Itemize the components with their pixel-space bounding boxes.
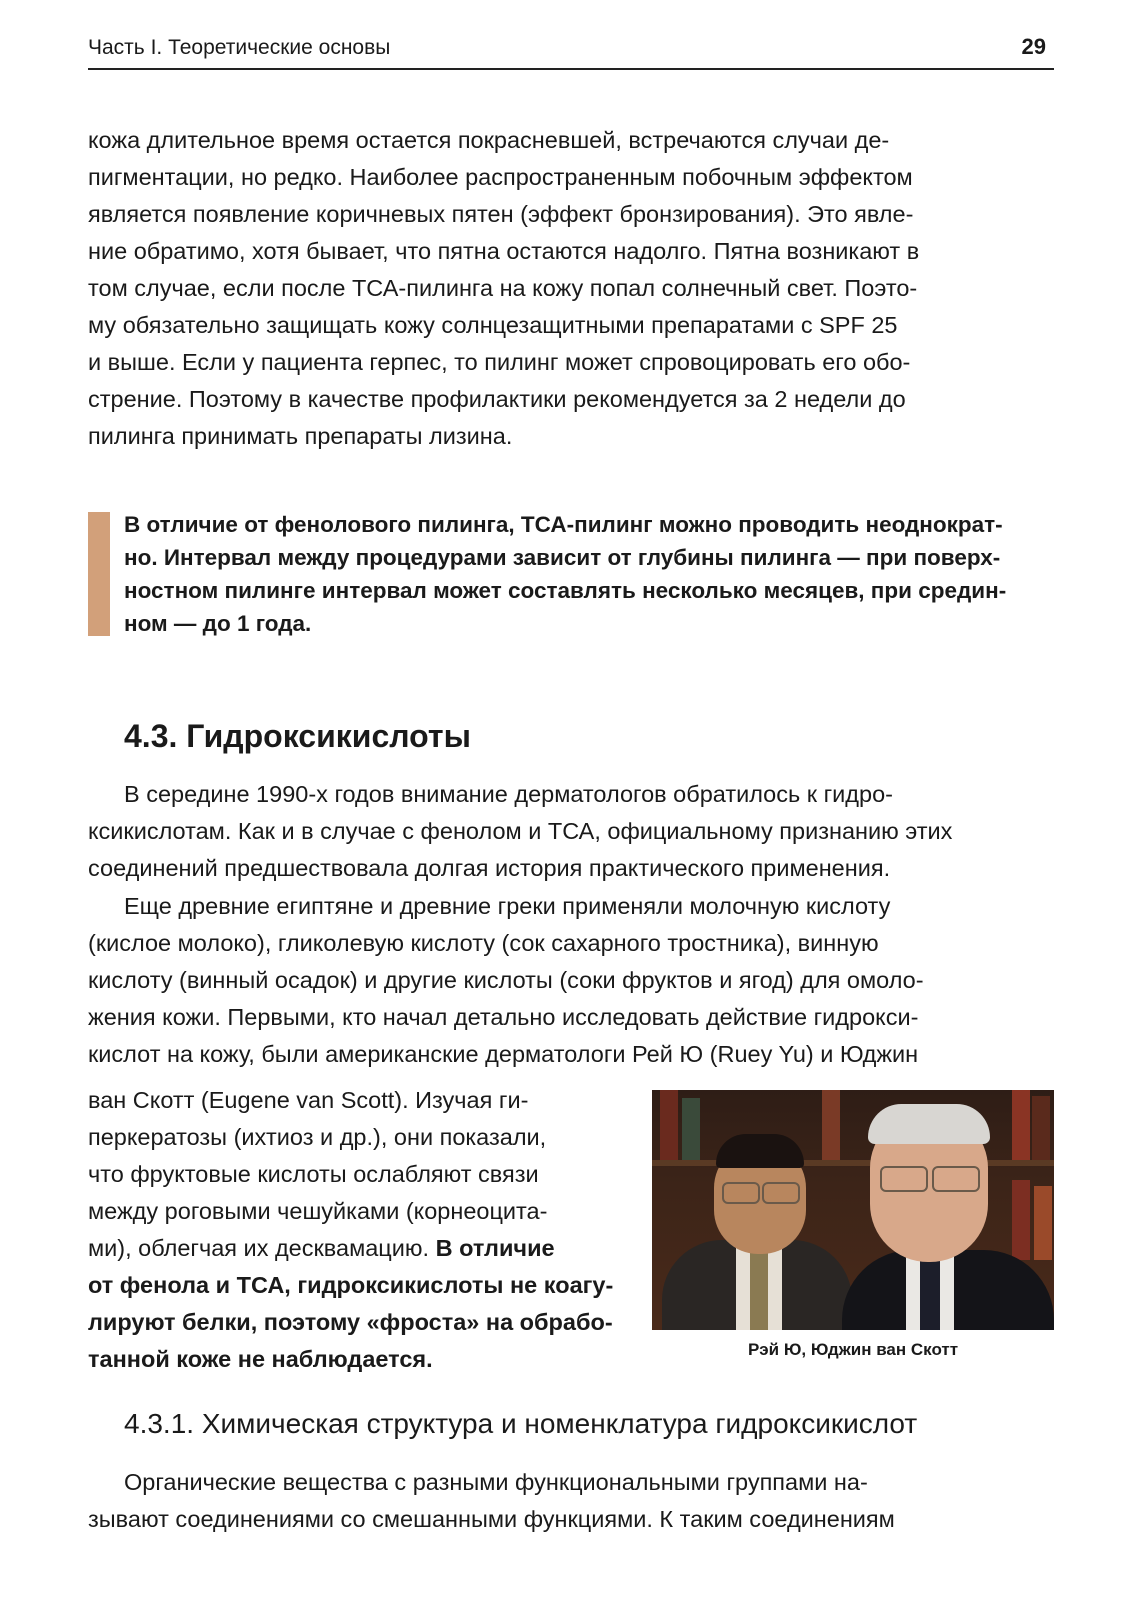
text-line: и выше. Если у пациента герпес, то пилинг может спровоцировать его обо- <box>88 349 911 375</box>
text-line: кислот на кожу, были американские дерматологи Рей Ю (Ruey Yu) и Юджин <box>88 1041 919 1067</box>
portrait-photo <box>652 1090 1054 1330</box>
text-line: ми), облегчая их десквамацию. <box>88 1235 436 1261</box>
bold-text-line: от фенола и ТСА, гидроксикислоты не коагу- <box>88 1272 614 1298</box>
text-line: пигментации, но редко. Наиболее распространенным побочным эффектом <box>88 164 913 190</box>
text-line: является появление коричневых пятен (эффект бронзирования). Это явле- <box>88 201 914 227</box>
intro-paragraph <box>88 122 1054 455</box>
text-line: пилинга принимать препараты лизина. <box>88 423 513 449</box>
text-line: ван Скотт (Eugene van Scott). Изучая ги- <box>88 1087 529 1113</box>
photo-caption: Рэй Ю, Юджин ван Скотт <box>747 1340 959 1359</box>
text-line: ксикислотам. Как и в случае с фенолом и ТСА, официальному признанию этих <box>88 818 953 844</box>
text-line: ние обратимо, хотя бывает, что пятна остаются надолго. Пятна возникают в <box>88 238 920 264</box>
text-line: Еще древние египтяне и древние греки применяли молочную кислоту <box>124 893 891 919</box>
book <box>1012 1180 1030 1260</box>
text-line: (кислое молоко), гликолевую кислоту (сок сахарного тростника), винную <box>88 930 879 956</box>
book <box>1012 1090 1030 1160</box>
book <box>1032 1096 1050 1160</box>
bold-text-line: танной коже не наблюдается. <box>88 1346 433 1372</box>
subsection-heading: 4.3.1. Химическая структура и номенклатура гидроксикислот <box>124 1408 918 1439</box>
bold-text-line: лируют белки, поэтому «фроста» на обрабо- <box>88 1309 613 1335</box>
glasses-icon <box>722 1182 760 1204</box>
section-heading: 4.3. Гидроксикислоты <box>124 718 471 754</box>
note-line: ностном пилинге интервал может составлять несколько месяцев, при средин- <box>124 578 1007 603</box>
note-line: ном — до 1 года. <box>124 611 312 636</box>
section-paragraph-2 <box>88 888 1054 1073</box>
text-line: кислоту (винный осадок) и другие кислоты (соки фруктов и ягод) для омоло- <box>88 967 924 993</box>
note-accent-bar <box>88 512 110 636</box>
book <box>682 1098 700 1160</box>
highlight-note <box>88 508 1054 638</box>
note-text <box>124 508 1054 640</box>
book <box>660 1090 678 1160</box>
note-line: В отличие от фенолового пилинга, ТСА-пилинг можно проводить неоднократ- <box>124 512 1003 537</box>
running-header <box>88 30 1054 70</box>
text-line: му обязательно защищать кожу солнцезащитными препаратами с SPF 25 <box>88 312 898 338</box>
text-line: стрение. Поэтому в качестве профилактики рекомендуется за 2 недели до <box>88 386 906 412</box>
header-section-title: Часть I. Теоретические основы <box>88 36 391 59</box>
person-right-tie <box>920 1260 940 1330</box>
text-line: В середине 1990-х годов внимание дерматологов обратилось к гидро- <box>124 781 893 807</box>
book <box>822 1090 840 1160</box>
text-line: Органические вещества с разными функциональными группами на- <box>124 1469 868 1495</box>
bookshelf <box>652 1160 1054 1166</box>
person-left-tie <box>750 1250 768 1330</box>
glasses-icon <box>932 1166 980 1192</box>
bold-text: В отличие <box>435 1235 555 1261</box>
note-line: но. Интервал между процедурами зависит от глубины пилинга — при поверх- <box>124 545 1001 570</box>
person-right-hair <box>868 1104 990 1144</box>
text-line: жения кожи. Первыми, кто начал детально исследовать действие гидрокси- <box>88 1004 919 1030</box>
section-paragraph-1 <box>88 776 1054 887</box>
text-line: между роговыми чешуйками (корнеоцита- <box>88 1198 548 1224</box>
text-line: кожа длительное время остается покрасневшей, встречаются случаи де- <box>88 127 890 153</box>
text-line: соединений предшествовала долгая история практического применения. <box>88 855 891 881</box>
subsection-paragraph <box>88 1464 1054 1538</box>
book <box>1034 1186 1052 1260</box>
text-line: зывают соединениями со смешанными функциями. К таким соединениям <box>88 1506 895 1532</box>
text-line: что фруктовые кислоты ослабляют связи <box>88 1161 539 1187</box>
glasses-icon <box>762 1182 800 1204</box>
text-line: перкератозы (ихтиоз и др.), они показали, <box>88 1124 547 1150</box>
text-line: том случае, если после ТСА-пилинга на кожу попал солнечный свет. Поэто- <box>88 275 918 301</box>
page-number: 29 <box>1021 34 1046 59</box>
person-left-hair <box>716 1134 804 1168</box>
glasses-icon <box>880 1166 928 1192</box>
wrapped-paragraph <box>88 1082 633 1378</box>
